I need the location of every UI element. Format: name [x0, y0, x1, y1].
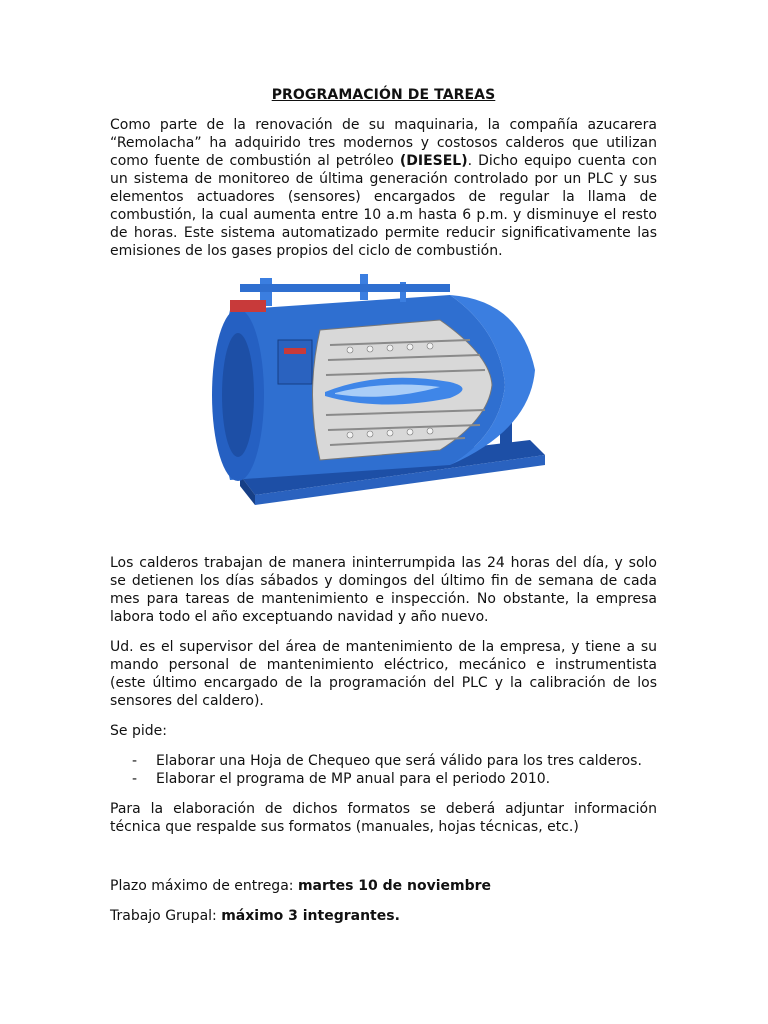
deadline-line — [110, 877, 657, 895]
deadline-label: Plazo máximo de entrega: — [110, 878, 298, 894]
list-item — [110, 770, 657, 788]
document-body — [110, 86, 657, 925]
supervisor-paragraph: Ud. es el supervisor del área de mantenimiento de la empresa, y tiene a su mando personal de mantenimiento eléctrico, mecánico e instrumentista (este último encargado de la programación del PLC y la calibración de los sensores del caldero). — [110, 639, 657, 709]
intro-text-after: . Dicho equipo cuenta con un sistema de monitoreo de última generación controlado por un PLC y sus elementos actuadores (sensores) encargados de regular la llama de combustión, la cual aumenta entre 10 a.m hasta 6 p.m. y disminuye el resto de horas. Este sistema automatizado permite reducir significativamente las emisiones de los gases propios del ciclo de combustión. — [110, 153, 657, 259]
deadline-value: martes 10 de noviembre — [297, 878, 492, 894]
intro-bold-diesel: (DIESEL) — [399, 153, 468, 169]
boiler-figure — [110, 270, 657, 540]
intro-text-before: Como parte de la renovación de su maquinaria, la compañía azucarera “Remolacha” ha adquirido tres modernos y costosos calderos que utilizan como fuente de combustión al petróleo — [110, 117, 657, 169]
boiler-nameplate — [230, 300, 266, 312]
intro-paragraph — [110, 116, 657, 260]
boiler-cutaway-icon — [200, 270, 560, 532]
list-item — [110, 752, 657, 770]
list-dash: - — [132, 771, 138, 787]
group-line — [110, 907, 657, 925]
task-list — [110, 752, 657, 788]
group-value: máximo 3 integrantes. — [221, 908, 400, 924]
boiler-control-box — [278, 340, 312, 384]
list-dash: - — [132, 753, 138, 769]
page-title: PROGRAMACIÓN DE TAREAS — [271, 87, 496, 103]
operations-paragraph: Los calderos trabajan de manera ininterrumpida las 24 horas del día, y solo se detienen los días sábados y domingos del último fin de semana de cada mes para tareas de mantenimiento e inspección. No obstante, la empresa labora todo el año exceptuando navidad y año nuevo. — [110, 555, 657, 625]
task-text: Elaborar una Hoja de Chequeo que será válido para los tres calderos. — [156, 753, 642, 769]
task-text: Elaborar el programa de MP anual para el periodo 2010. — [156, 771, 551, 787]
se-pide-label: Se pide: — [110, 723, 167, 739]
group-label: Trabajo Grupal: — [110, 908, 222, 924]
format-info-paragraph: Para la elaboración de dichos formatos se deberá adjuntar información técnica que respalde sus formatos (manuales, hojas técnicas, etc.) — [110, 801, 657, 835]
